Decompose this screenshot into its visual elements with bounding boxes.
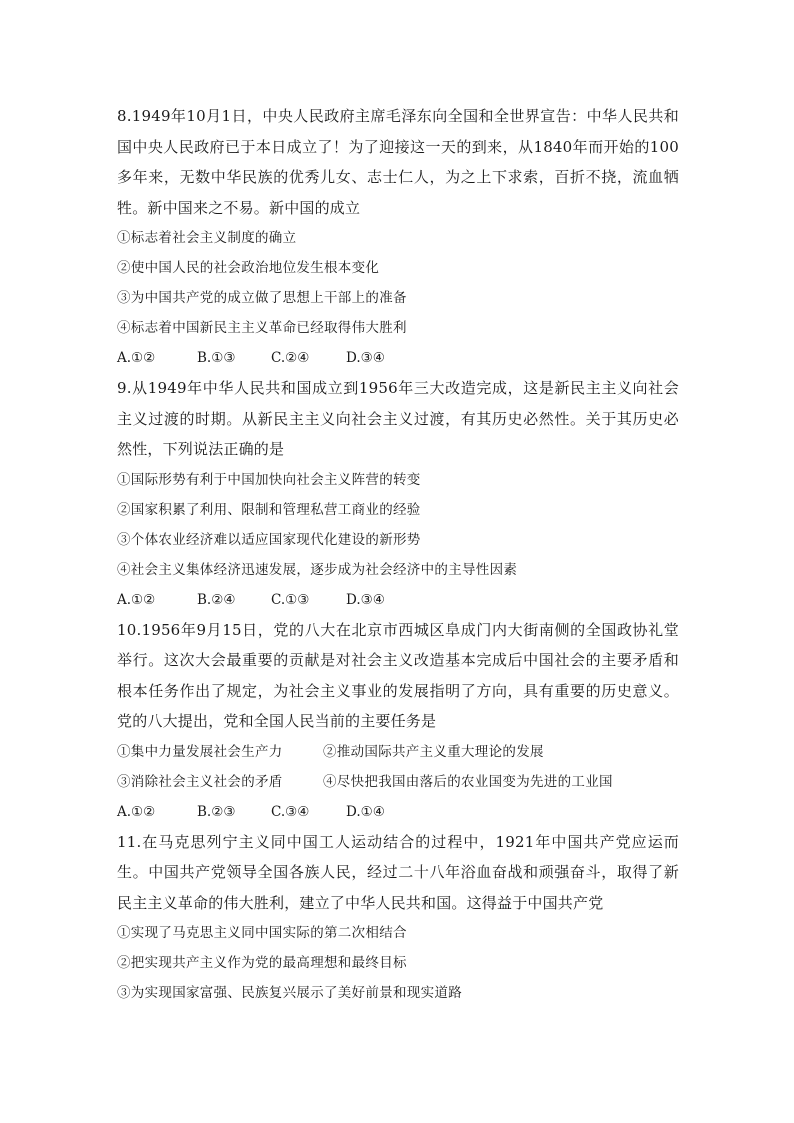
question-9-choices: [117, 585, 679, 615]
question-9-option-3: ③个体农业经济难以适应国家现代化建设的新形势: [117, 531, 421, 548]
question-11-option-3: ③为实现国家富强、民族复兴展示了美好前景和现实道路: [117, 985, 462, 1001]
question-10-choices: [117, 797, 679, 827]
question-8-choice-d: D.③④: [346, 350, 385, 366]
question-8-option-4: ④标志着中国新民主主义革命已经取得伟大胜利: [117, 320, 407, 336]
question-10-option-4: ④尽快把我国由落后的农业国变为先进的工业国: [323, 773, 613, 790]
question-10-option-1: ①集中力量发展社会生产力: [117, 743, 283, 760]
question-9-choice-b: B.②④: [197, 591, 236, 608]
question-8-option-3: ③为中国共产党的成立做了思想上干部上的准备: [117, 290, 407, 306]
question-9-choice-a: A.①②: [117, 591, 156, 608]
question-9-choice-c: C.①③: [271, 591, 310, 608]
question-11: [117, 827, 679, 1009]
question-11-option-1: ①实现了马克思主义同中国实际的第二次相结合: [117, 925, 407, 941]
question-10-choice-d: D.①④: [346, 803, 385, 820]
question-10-choice-c: C.③④: [271, 803, 310, 820]
question-10-choice-b: B.②③: [197, 803, 236, 820]
question-8-choices: [117, 343, 679, 373]
question-8-option-2: ②使中国人民的社会政治地位发生根本变化: [117, 260, 380, 276]
question-8-stem: 8.1949年10月1日，中央人民政府主席毛泽东向全国和全世界宣告：中华人民共和国中央人民政府已于本日成立了！为了迎接这一天的到来，从1840年而开始的100多年来，无数中华民族的优秀儿女、志士仁人，为之上下求索，百折不挠，流血牺牲。新中国来之不易。新中国的成立: [117, 107, 679, 217]
question-10-option-row-1: [117, 737, 679, 767]
question-8-choice-c: C.②④: [271, 350, 310, 366]
question-10-option-2: ②推动国际共产主义重大理论的发展: [323, 743, 544, 760]
question-10-choice-a: A.①②: [117, 803, 156, 820]
question-9-option-1: ①国际形势有利于中国加快向社会主义阵营的转变: [117, 471, 421, 488]
question-9-choice-d: D.③④: [346, 591, 385, 608]
question-11-stem: 11.在马克思列宁主义同中国工人运动结合的过程中，1921年中国共产党应运而生。中国共产党领导全国各族人民，经过二十八年浴血奋战和顽强奋斗，取得了新民主主义革命的伟大胜利，建立了中华人民共和国。这得益于中国共产党: [117, 832, 679, 912]
question-9-stem: 9.从1949年中华人民共和国成立到1956年三大改造完成，这是新民主主义向社会主义过渡的时期。从新民主主义向社会主义过渡，有其历史必然性。关于其历史必然性，下列说法正确的是: [117, 379, 679, 458]
question-9-option-2: ②国家积累了利用、限制和管理私营工商业的经验: [117, 501, 421, 518]
question-8-option-1: ①标志着社会主义制度的确立: [117, 230, 297, 246]
question-8: [117, 101, 679, 373]
exam-page: [117, 101, 679, 1008]
question-10-option-3: ③消除社会主义社会的矛盾: [117, 773, 283, 790]
question-10-option-row-2: [117, 767, 679, 797]
question-8-choice-a: A.①②: [117, 350, 156, 366]
question-9: [117, 373, 679, 615]
question-10-stem: 10.1956年9月15日，党的八大在北京市西城区阜成门内大街南侧的全国政协礼堂举行。这次大会最重要的贡献是对社会主义改造基本完成后中国社会的主要矛盾和根本任务作出了规定，为社会主义事业的发展指明了方向，具有重要的历史意义。党的八大提出，党和全国人民当前的主要任务是: [117, 620, 679, 730]
question-11-option-2: ②把实现共产主义作为党的最高理想和最终目标: [117, 955, 407, 971]
question-8-choice-b: B.①③: [197, 350, 236, 366]
question-10: [117, 615, 679, 827]
question-9-option-4: ④社会主义集体经济迅速发展，逐步成为社会经济中的主导性因素: [117, 561, 518, 578]
